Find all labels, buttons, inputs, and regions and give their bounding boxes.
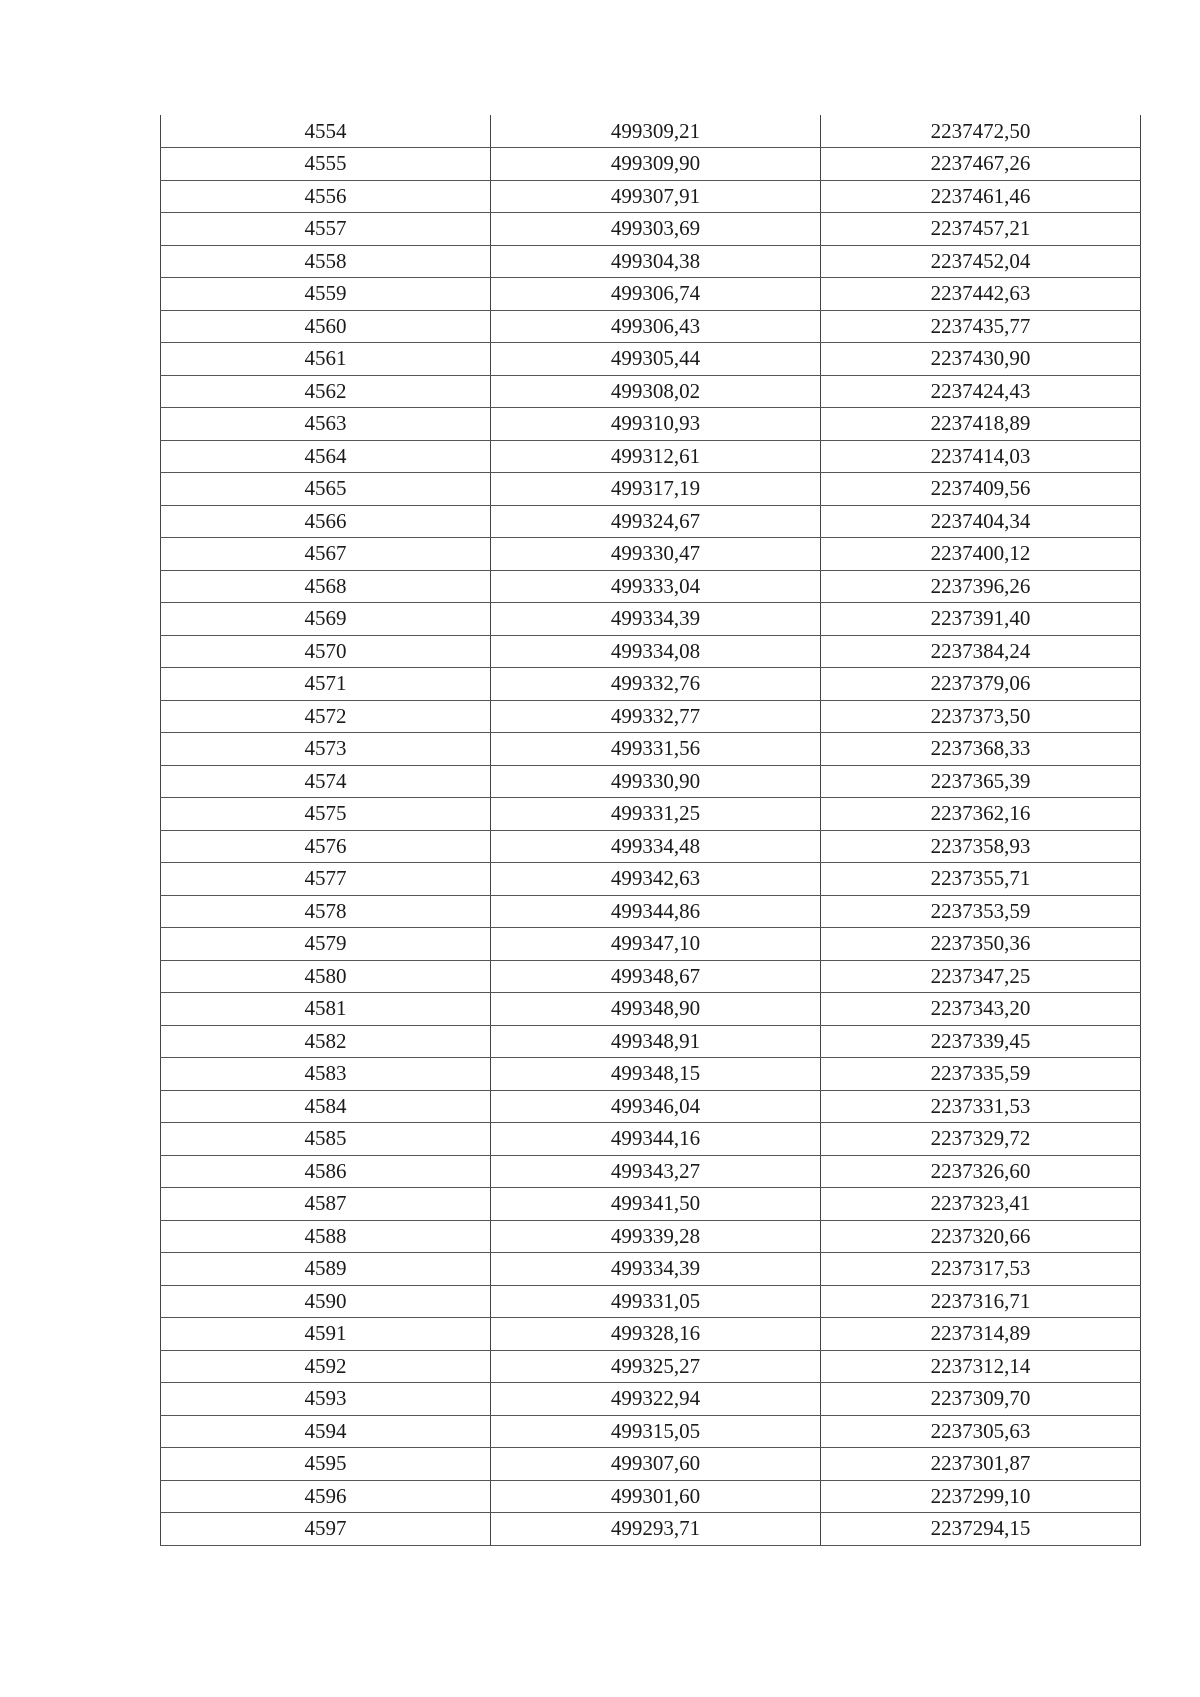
x-coordinate-cell: 499309,21 <box>491 115 821 148</box>
x-coordinate-cell: 499344,86 <box>491 895 821 928</box>
point-number-cell: 4557 <box>161 213 491 246</box>
table-row <box>161 733 1141 766</box>
point-number-cell: 4596 <box>161 1480 491 1513</box>
y-coordinate-cell: 2237409,56 <box>821 473 1141 506</box>
x-coordinate-cell: 499331,56 <box>491 733 821 766</box>
x-coordinate-cell: 499332,76 <box>491 668 821 701</box>
x-coordinate-cell: 499344,16 <box>491 1123 821 1156</box>
y-coordinate-cell: 2237353,59 <box>821 895 1141 928</box>
point-number-cell: 4573 <box>161 733 491 766</box>
x-coordinate-cell: 499293,71 <box>491 1513 821 1546</box>
point-number-cell: 4563 <box>161 408 491 441</box>
x-coordinate-cell: 499334,08 <box>491 635 821 668</box>
y-coordinate-cell: 2237329,72 <box>821 1123 1141 1156</box>
y-coordinate-cell: 2237442,63 <box>821 278 1141 311</box>
table-row <box>161 1383 1141 1416</box>
table-row <box>161 1318 1141 1351</box>
x-coordinate-cell: 499346,04 <box>491 1090 821 1123</box>
x-coordinate-cell: 499333,04 <box>491 570 821 603</box>
point-number-cell: 4558 <box>161 245 491 278</box>
point-number-cell: 4560 <box>161 310 491 343</box>
y-coordinate-cell: 2237418,89 <box>821 408 1141 441</box>
table-row <box>161 148 1141 181</box>
table-row <box>161 538 1141 571</box>
point-number-cell: 4595 <box>161 1448 491 1481</box>
x-coordinate-cell: 499339,28 <box>491 1220 821 1253</box>
point-number-cell: 4594 <box>161 1415 491 1448</box>
x-coordinate-cell: 499306,74 <box>491 278 821 311</box>
x-coordinate-cell: 499348,91 <box>491 1025 821 1058</box>
y-coordinate-cell: 2237358,93 <box>821 830 1141 863</box>
y-coordinate-cell: 2237365,39 <box>821 765 1141 798</box>
table-row <box>161 1480 1141 1513</box>
x-coordinate-cell: 499334,39 <box>491 1253 821 1286</box>
x-coordinate-cell: 499304,38 <box>491 245 821 278</box>
y-coordinate-cell: 2237317,53 <box>821 1253 1141 1286</box>
table-row <box>161 440 1141 473</box>
table-row <box>161 603 1141 636</box>
table-row <box>161 1123 1141 1156</box>
point-number-cell: 4583 <box>161 1058 491 1091</box>
x-coordinate-cell: 499307,60 <box>491 1448 821 1481</box>
x-coordinate-cell: 499331,05 <box>491 1285 821 1318</box>
point-number-cell: 4554 <box>161 115 491 148</box>
x-coordinate-cell: 499324,67 <box>491 505 821 538</box>
table-row <box>161 895 1141 928</box>
y-coordinate-cell: 2237391,40 <box>821 603 1141 636</box>
x-coordinate-cell: 499342,63 <box>491 863 821 896</box>
point-number-cell: 4593 <box>161 1383 491 1416</box>
point-number-cell: 4567 <box>161 538 491 571</box>
y-coordinate-cell: 2237312,14 <box>821 1350 1141 1383</box>
x-coordinate-cell: 499334,39 <box>491 603 821 636</box>
point-number-cell: 4576 <box>161 830 491 863</box>
point-number-cell: 4555 <box>161 148 491 181</box>
y-coordinate-cell: 2237350,36 <box>821 928 1141 961</box>
x-coordinate-cell: 499331,25 <box>491 798 821 831</box>
y-coordinate-cell: 2237430,90 <box>821 343 1141 376</box>
x-coordinate-cell: 499306,43 <box>491 310 821 343</box>
x-coordinate-cell: 499332,77 <box>491 700 821 733</box>
x-coordinate-cell: 499348,15 <box>491 1058 821 1091</box>
y-coordinate-cell: 2237316,71 <box>821 1285 1141 1318</box>
point-number-cell: 4589 <box>161 1253 491 1286</box>
y-coordinate-cell: 2237301,87 <box>821 1448 1141 1481</box>
point-number-cell: 4566 <box>161 505 491 538</box>
table-row <box>161 830 1141 863</box>
point-number-cell: 4584 <box>161 1090 491 1123</box>
x-coordinate-cell: 499328,16 <box>491 1318 821 1351</box>
y-coordinate-cell: 2237452,04 <box>821 245 1141 278</box>
x-coordinate-cell: 499322,94 <box>491 1383 821 1416</box>
y-coordinate-cell: 2237396,26 <box>821 570 1141 603</box>
table-row <box>161 180 1141 213</box>
table-row <box>161 1285 1141 1318</box>
x-coordinate-cell: 499330,90 <box>491 765 821 798</box>
point-number-cell: 4578 <box>161 895 491 928</box>
y-coordinate-cell: 2237299,10 <box>821 1480 1141 1513</box>
table-row <box>161 668 1141 701</box>
coordinates-table-body <box>161 115 1141 1545</box>
point-number-cell: 4570 <box>161 635 491 668</box>
table-row <box>161 375 1141 408</box>
x-coordinate-cell: 499325,27 <box>491 1350 821 1383</box>
table-row <box>161 1220 1141 1253</box>
point-number-cell: 4590 <box>161 1285 491 1318</box>
y-coordinate-cell: 2237326,60 <box>821 1155 1141 1188</box>
point-number-cell: 4581 <box>161 993 491 1026</box>
x-coordinate-cell: 499310,93 <box>491 408 821 441</box>
table-row <box>161 1448 1141 1481</box>
table-row <box>161 1155 1141 1188</box>
table-row <box>161 213 1141 246</box>
x-coordinate-cell: 499303,69 <box>491 213 821 246</box>
y-coordinate-cell: 2237320,66 <box>821 1220 1141 1253</box>
table-row <box>161 765 1141 798</box>
point-number-cell: 4591 <box>161 1318 491 1351</box>
y-coordinate-cell: 2237400,12 <box>821 538 1141 571</box>
point-number-cell: 4565 <box>161 473 491 506</box>
x-coordinate-cell: 499312,61 <box>491 440 821 473</box>
y-coordinate-cell: 2237379,06 <box>821 668 1141 701</box>
table-row <box>161 408 1141 441</box>
x-coordinate-cell: 499301,60 <box>491 1480 821 1513</box>
y-coordinate-cell: 2237414,03 <box>821 440 1141 473</box>
table-row <box>161 343 1141 376</box>
table-row <box>161 960 1141 993</box>
point-number-cell: 4592 <box>161 1350 491 1383</box>
point-number-cell: 4561 <box>161 343 491 376</box>
x-coordinate-cell: 499330,47 <box>491 538 821 571</box>
point-number-cell: 4574 <box>161 765 491 798</box>
point-number-cell: 4587 <box>161 1188 491 1221</box>
y-coordinate-cell: 2237343,20 <box>821 993 1141 1026</box>
table-row <box>161 245 1141 278</box>
y-coordinate-cell: 2237373,50 <box>821 700 1141 733</box>
y-coordinate-cell: 2237435,77 <box>821 310 1141 343</box>
y-coordinate-cell: 2237323,41 <box>821 1188 1141 1221</box>
table-row <box>161 1090 1141 1123</box>
point-number-cell: 4577 <box>161 863 491 896</box>
y-coordinate-cell: 2237424,43 <box>821 375 1141 408</box>
y-coordinate-cell: 2237305,63 <box>821 1415 1141 1448</box>
point-number-cell: 4564 <box>161 440 491 473</box>
x-coordinate-cell: 499309,90 <box>491 148 821 181</box>
point-number-cell: 4556 <box>161 180 491 213</box>
x-coordinate-cell: 499343,27 <box>491 1155 821 1188</box>
point-number-cell: 4562 <box>161 375 491 408</box>
table-row <box>161 1025 1141 1058</box>
y-coordinate-cell: 2237384,24 <box>821 635 1141 668</box>
point-number-cell: 4575 <box>161 798 491 831</box>
y-coordinate-cell: 2237355,71 <box>821 863 1141 896</box>
y-coordinate-cell: 2237461,46 <box>821 180 1141 213</box>
y-coordinate-cell: 2237331,53 <box>821 1090 1141 1123</box>
coordinates-table <box>160 115 1141 1546</box>
y-coordinate-cell: 2237347,25 <box>821 960 1141 993</box>
y-coordinate-cell: 2237339,45 <box>821 1025 1141 1058</box>
table-row <box>161 1415 1141 1448</box>
table-row <box>161 1513 1141 1546</box>
x-coordinate-cell: 499308,02 <box>491 375 821 408</box>
point-number-cell: 4582 <box>161 1025 491 1058</box>
point-number-cell: 4588 <box>161 1220 491 1253</box>
table-row <box>161 863 1141 896</box>
table-row <box>161 278 1141 311</box>
y-coordinate-cell: 2237314,89 <box>821 1318 1141 1351</box>
x-coordinate-cell: 499317,19 <box>491 473 821 506</box>
point-number-cell: 4597 <box>161 1513 491 1546</box>
y-coordinate-cell: 2237472,50 <box>821 115 1141 148</box>
table-row <box>161 505 1141 538</box>
x-coordinate-cell: 499341,50 <box>491 1188 821 1221</box>
y-coordinate-cell: 2237404,34 <box>821 505 1141 538</box>
point-number-cell: 4569 <box>161 603 491 636</box>
y-coordinate-cell: 2237467,26 <box>821 148 1141 181</box>
y-coordinate-cell: 2237368,33 <box>821 733 1141 766</box>
table-row <box>161 993 1141 1026</box>
table-row <box>161 1188 1141 1221</box>
table-row <box>161 570 1141 603</box>
y-coordinate-cell: 2237335,59 <box>821 1058 1141 1091</box>
table-row <box>161 635 1141 668</box>
x-coordinate-cell: 499348,67 <box>491 960 821 993</box>
point-number-cell: 4579 <box>161 928 491 961</box>
point-number-cell: 4572 <box>161 700 491 733</box>
table-row <box>161 1350 1141 1383</box>
point-number-cell: 4568 <box>161 570 491 603</box>
table-row <box>161 115 1141 148</box>
point-number-cell: 4580 <box>161 960 491 993</box>
table-row <box>161 473 1141 506</box>
y-coordinate-cell: 2237362,16 <box>821 798 1141 831</box>
point-number-cell: 4559 <box>161 278 491 311</box>
table-row <box>161 928 1141 961</box>
y-coordinate-cell: 2237309,70 <box>821 1383 1141 1416</box>
point-number-cell: 4585 <box>161 1123 491 1156</box>
table-row <box>161 700 1141 733</box>
y-coordinate-cell: 2237457,21 <box>821 213 1141 246</box>
table-row <box>161 1253 1141 1286</box>
point-number-cell: 4571 <box>161 668 491 701</box>
x-coordinate-cell: 499305,44 <box>491 343 821 376</box>
x-coordinate-cell: 499347,10 <box>491 928 821 961</box>
x-coordinate-cell: 499334,48 <box>491 830 821 863</box>
x-coordinate-cell: 499315,05 <box>491 1415 821 1448</box>
y-coordinate-cell: 2237294,15 <box>821 1513 1141 1546</box>
table-row <box>161 1058 1141 1091</box>
x-coordinate-cell: 499348,90 <box>491 993 821 1026</box>
point-number-cell: 4586 <box>161 1155 491 1188</box>
table-row <box>161 798 1141 831</box>
table-row <box>161 310 1141 343</box>
x-coordinate-cell: 499307,91 <box>491 180 821 213</box>
